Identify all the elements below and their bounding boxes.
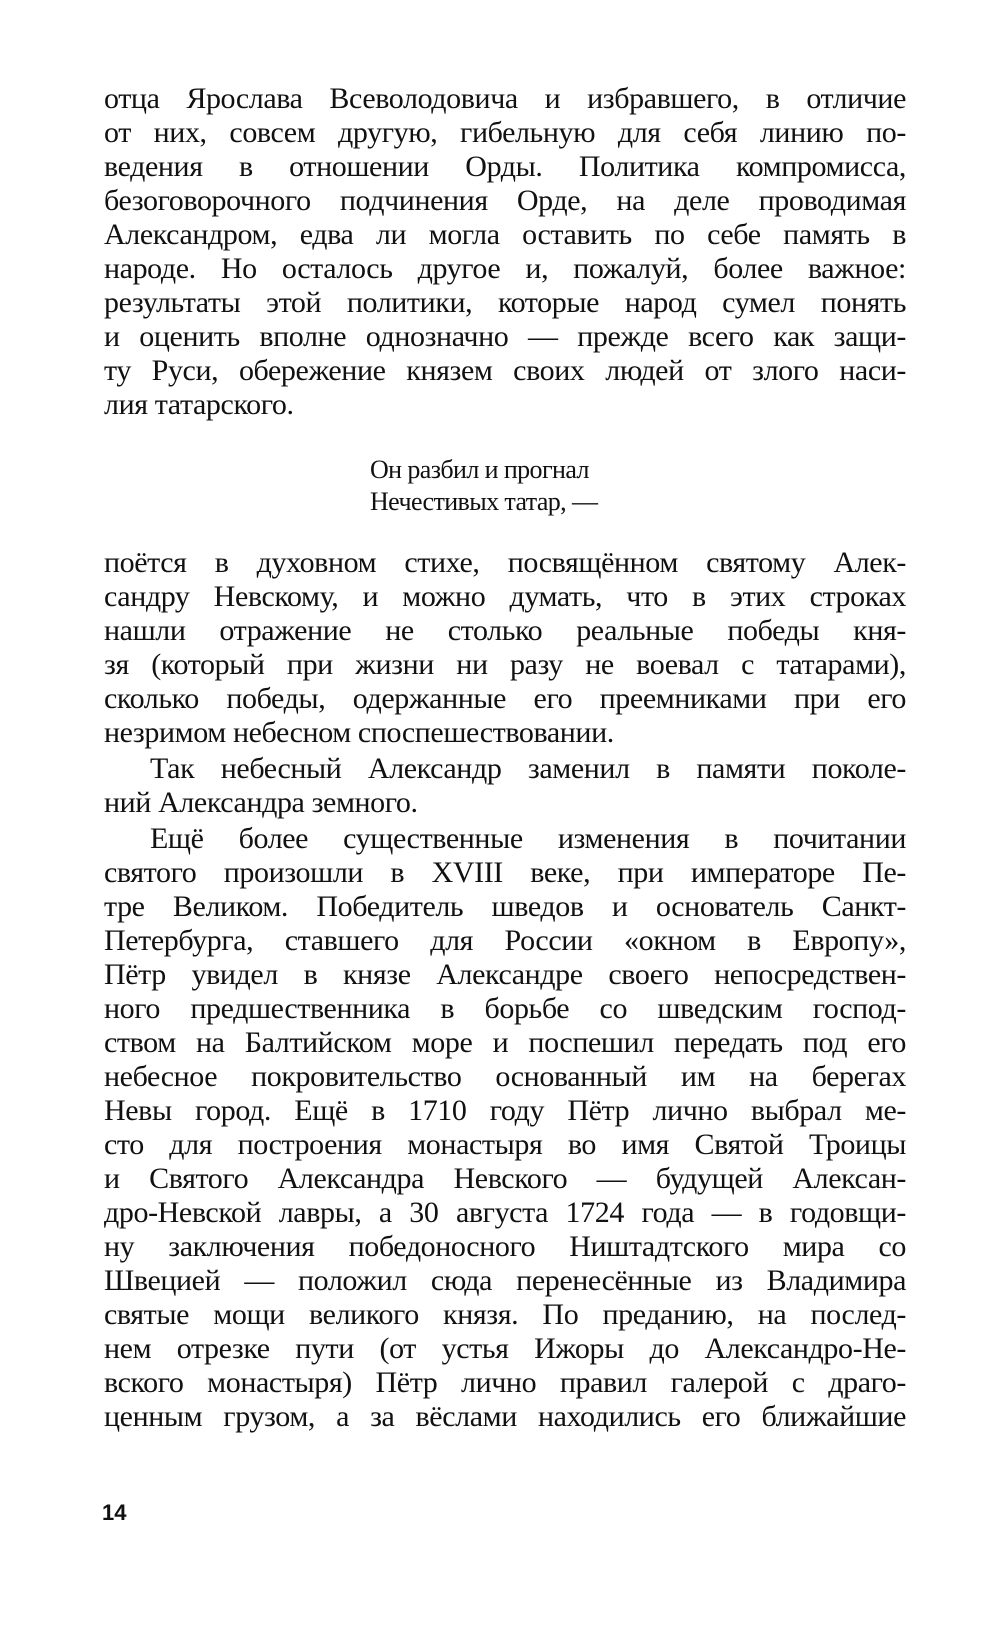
- text-line: результаты этой политики, которые народ сумел понять: [104, 286, 906, 319]
- text-line: Швецией — положил сюда перенесённые из Владимира: [104, 1264, 906, 1297]
- text-line: ведения в отношении Орды. Политика компромисса,: [104, 150, 906, 183]
- page-number: 14: [102, 1500, 127, 1525]
- text-line: Александром, едва ли могла оставить по себе память в: [104, 218, 906, 251]
- text-line: зя (который при жизни ни разу не воевал с татарами),: [104, 648, 906, 681]
- text-line: ценным грузом, а за вёслами находились его ближайшие: [104, 1400, 906, 1433]
- text-line: нашли отражение не столько реальные победы кня-: [104, 614, 906, 647]
- text-line: ством на Балтийском море и поспешил передать под его: [104, 1026, 906, 1059]
- text-line: Ещё более существенные изменения в почитании: [150, 822, 906, 855]
- text-line: и оценить вполне однозначно — прежде всего как защи-: [104, 320, 906, 353]
- text-line: и Святого Александра Невского — будущей Алексан-: [104, 1162, 906, 1195]
- text-line: Невы город. Ещё в 1710 году Пётр лично выбрал ме-: [104, 1094, 906, 1127]
- text-line: небесное покровительство основанный им на берегах: [104, 1060, 906, 1093]
- text-line: ту Руси, обережение князем своих людей от злого наси-: [104, 354, 906, 387]
- verse-line: Он разбил и прогнал: [370, 455, 589, 484]
- text-line: сколько победы, одержанные его преемниками при его: [104, 682, 906, 715]
- text-line: отца Ярослава Всеволодовича и избравшего, в отличие: [104, 82, 906, 115]
- text-line: сандру Невскому, и можно думать, что в этих строках: [104, 580, 906, 613]
- text-line: святые мощи великого князя. По преданию, на послед-: [104, 1298, 906, 1331]
- text-line: тре Великом. Победитель шведов и основатель Санкт-: [104, 890, 906, 923]
- text-line: вского монастыря) Пётр лично правил галерой с драго-: [104, 1366, 906, 1399]
- verse-line: Нечестивых татар, —: [370, 487, 598, 516]
- text-line: ний Александра земного.: [104, 786, 418, 819]
- text-line: ну заключения победоносного Ништадтского мира со: [104, 1230, 906, 1263]
- text-line: лия татарского.: [104, 388, 294, 421]
- text-line: сто для построения монастыря во имя Святой Троицы: [104, 1128, 906, 1161]
- text-line: святого произошли в XVIII веке, при императоре Пе-: [104, 856, 906, 889]
- text-line: Пётр увидел в князе Александре своего непосредствен-: [104, 958, 906, 991]
- text-line: незримом небесном споспешествовании.: [104, 716, 614, 749]
- text-line: поётся в духовном стихе, посвящённом святому Алек-: [104, 546, 906, 579]
- text-line: Петербурга, ставшего для России «окном в Европу»,: [104, 924, 906, 957]
- text-line: безоговорочного подчинения Орде, на деле проводимая: [104, 184, 906, 217]
- text-line: народе. Но осталось другое и, пожалуй, более важное:: [104, 252, 906, 285]
- text-line: ного предшественника в борьбе со шведским господ-: [104, 992, 906, 1025]
- text-line: нем отрезке пути (от устья Ижоры до Александро-Не-: [104, 1332, 906, 1365]
- text-line: дро-Невской лавры, а 30 августа 1724 года — в годовщи-: [104, 1196, 906, 1229]
- text-line: от них, совсем другую, гибельную для себя линию по-: [104, 116, 906, 149]
- text-line: Так небесный Александр заменил в памяти поколе-: [150, 752, 906, 785]
